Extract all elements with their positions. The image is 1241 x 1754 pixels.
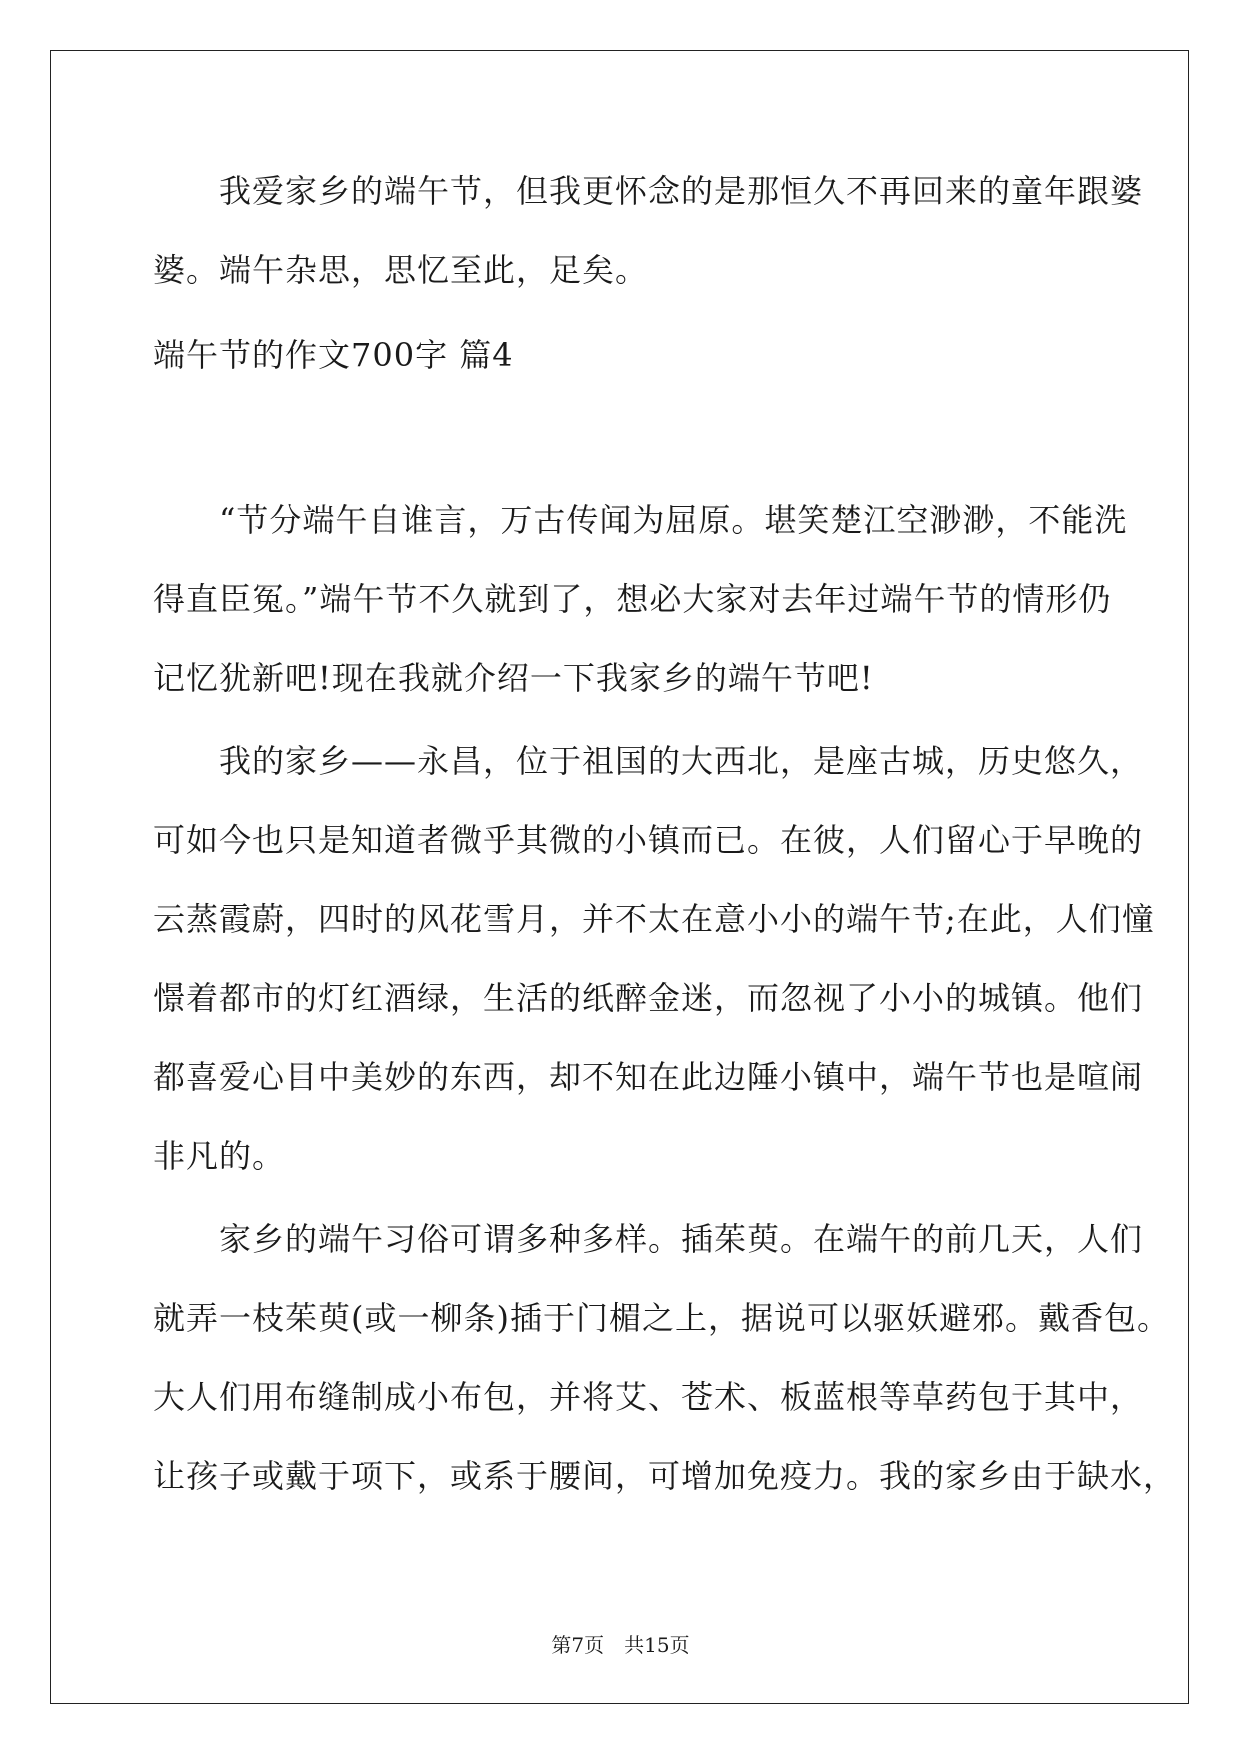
section-heading: 端午节的作文700字 篇4	[153, 336, 514, 374]
text-line: 婆。端午杂思，思忆至此，足矣。	[153, 251, 649, 289]
text-line: 就弄一枝茱萸(或一柳条)插于门楣之上，据说可以驱妖避邪。戴香包。	[153, 1299, 1170, 1337]
text-line: 家乡的端午习俗可谓多种多样。插茱萸。在端午的前几天，人们	[153, 1220, 1144, 1258]
page-number-footer: 第7页 共15页	[551, 1633, 690, 1657]
text-line: 我爱家乡的端午节，但我更怀念的是那恒久不再回来的童年跟婆	[153, 172, 1144, 210]
text-line: 记忆犹新吧!现在我就介绍一下我家乡的端午节吧!	[153, 659, 874, 697]
text-line: 可如今也只是知道者微乎其微的小镇而已。在彼，人们留心于早晚的	[153, 821, 1144, 859]
text-line: 大人们用布缝制成小布包，并将艾、苍术、板蓝根等草药包于其中，	[153, 1378, 1144, 1416]
text-line: “节分端午自谁言，万古传闻为屈原。堪笑楚江空渺渺，不能洗	[153, 501, 1128, 539]
text-line: 非凡的。	[153, 1137, 286, 1175]
text-line: 都喜爱心目中美妙的东西，却不知在此边陲小镇中，端午节也是喧闹	[153, 1058, 1144, 1096]
text-line: 让孩子或戴于项下，或系于腰间，可增加免疫力。我的家乡由于缺水，	[153, 1457, 1177, 1495]
text-line: 得直臣冤。”端午节不久就到了，想必大家对去年过端午节的情形仍	[153, 580, 1112, 618]
text-line: 我的家乡——永昌，位于祖国的大西北，是座古城，历史悠久，	[153, 742, 1144, 780]
text-line: 憬着都市的灯红酒绿，生活的纸醉金迷，而忽视了小小的城镇。他们	[153, 979, 1144, 1017]
text-line: 云蒸霞蔚，四时的风花雪月，并不太在意小小的端午节;在此，人们憧	[153, 900, 1155, 938]
